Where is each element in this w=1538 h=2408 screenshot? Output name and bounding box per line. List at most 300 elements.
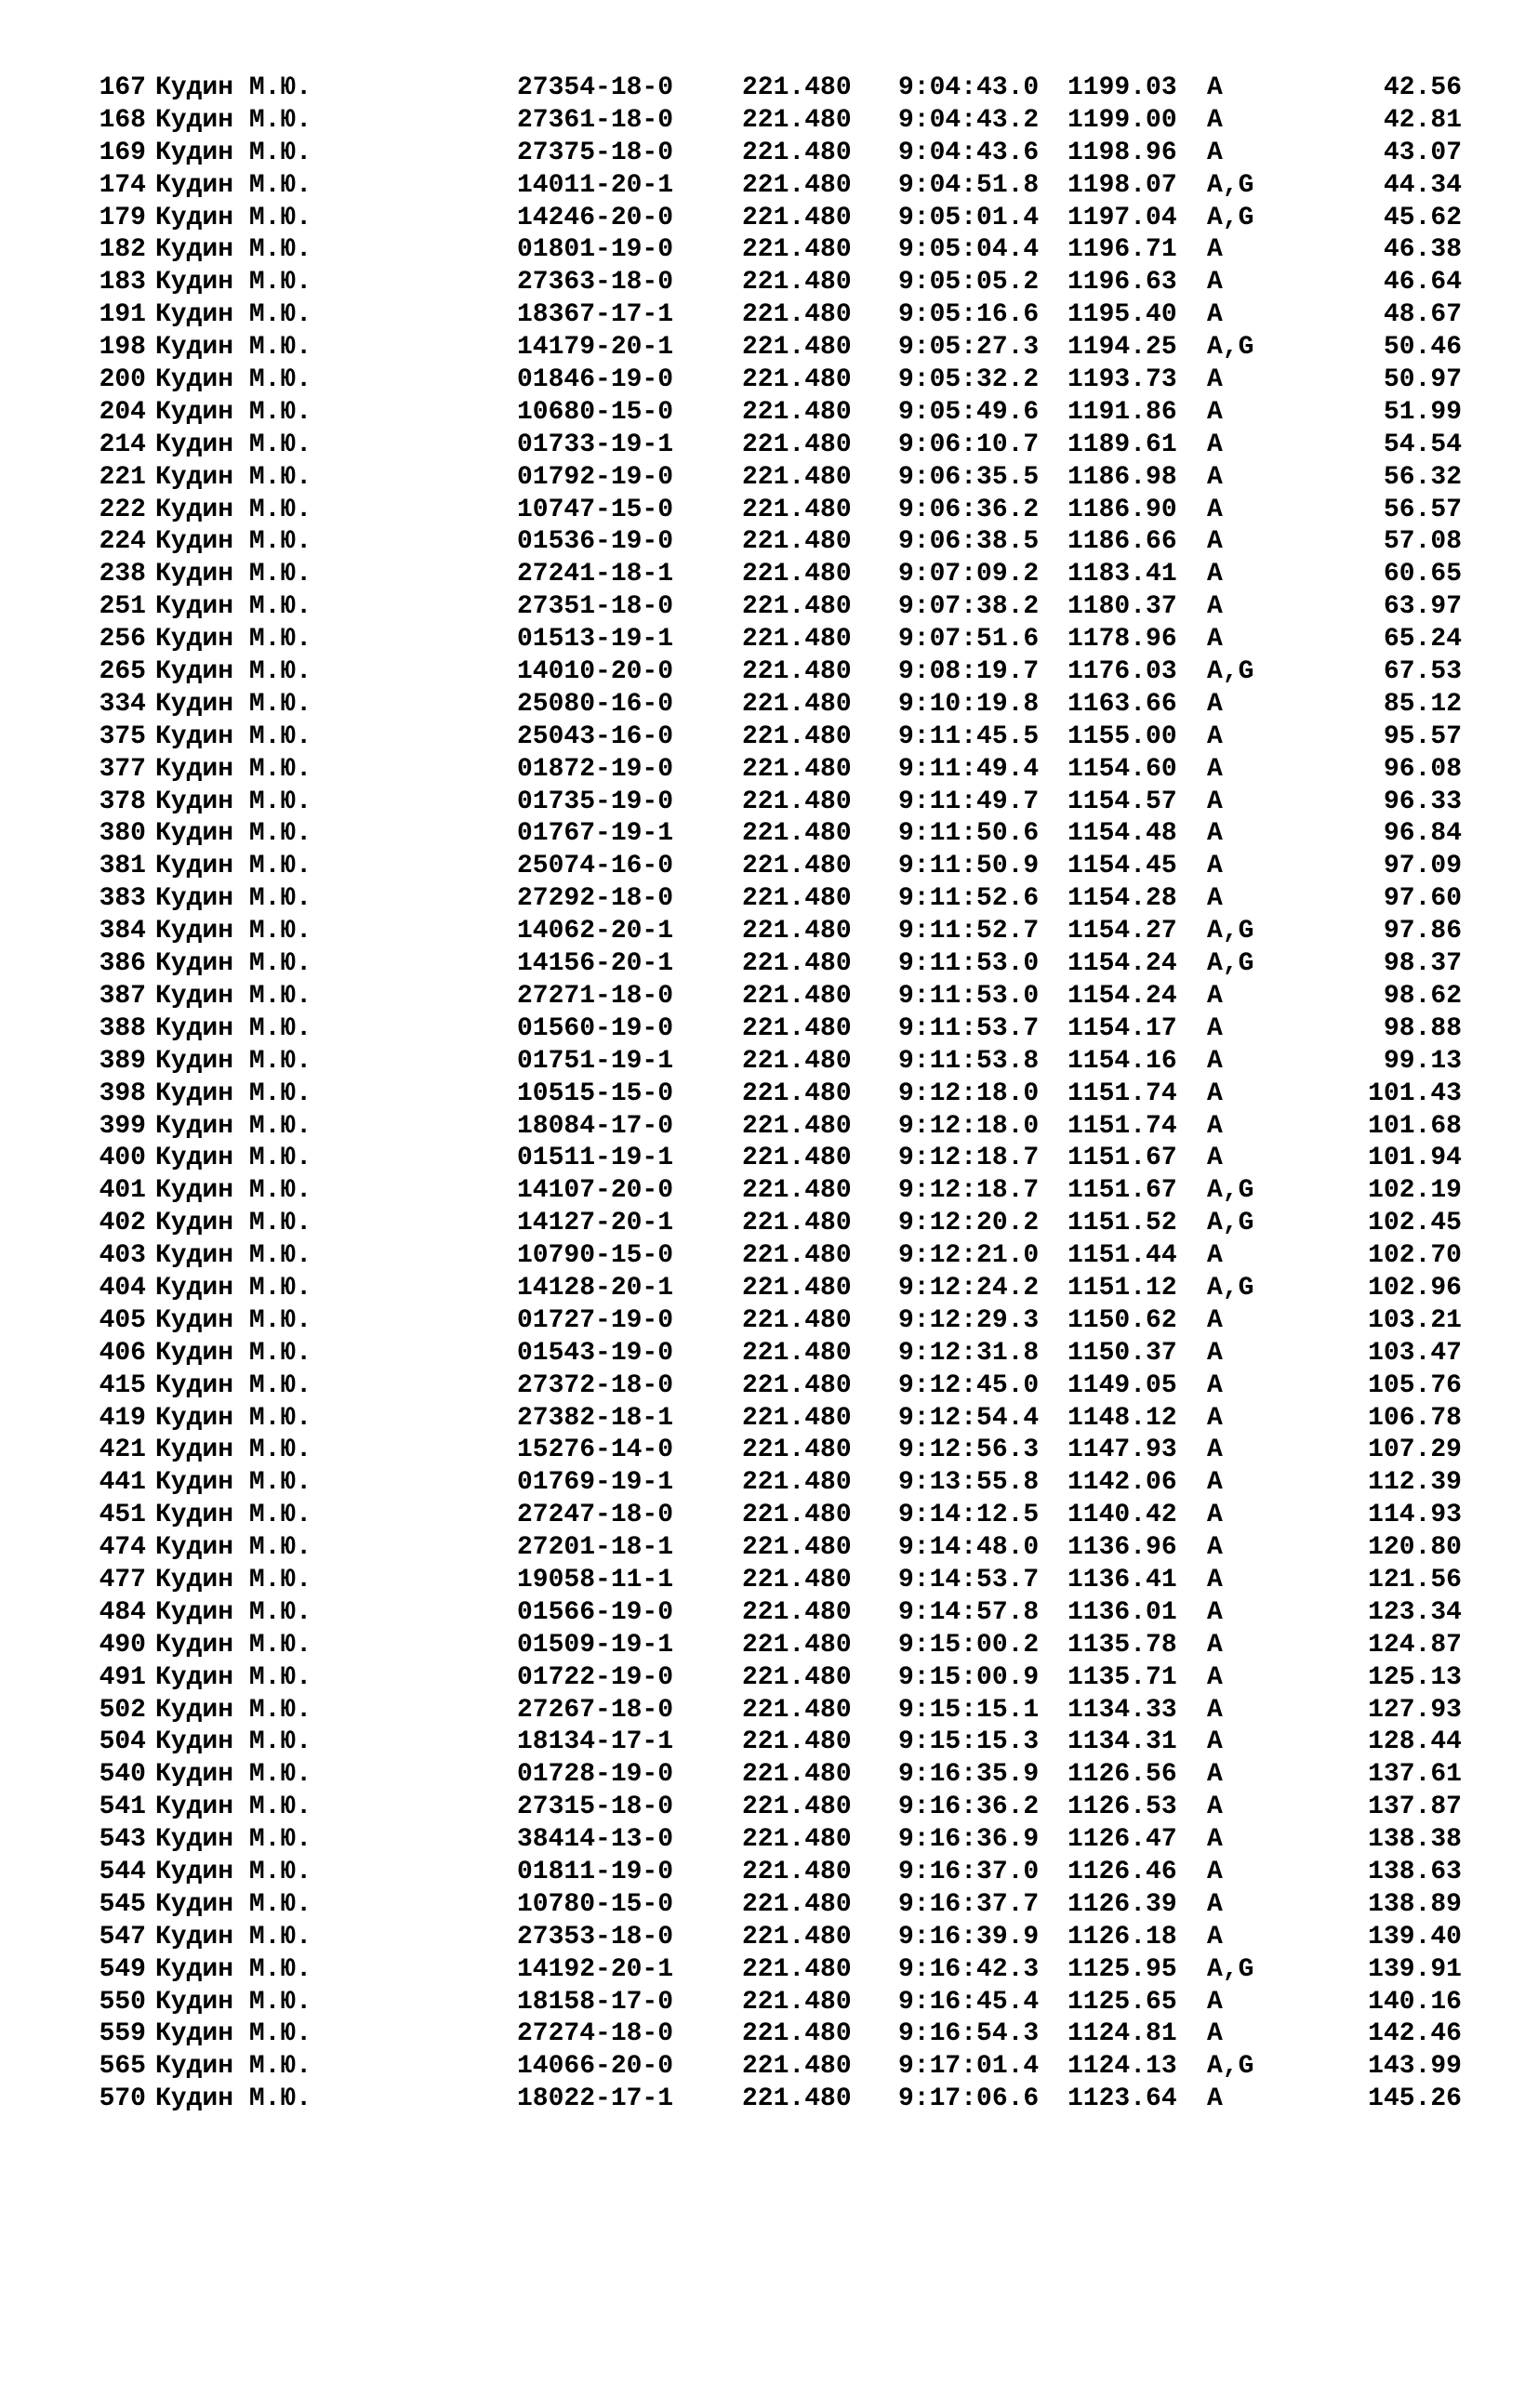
results-table [0, 73, 1538, 2116]
table-row [0, 1338, 1538, 1370]
distance-cell: 221.480 [742, 1793, 852, 1822]
ring-number-cell: 10780-15-0 [517, 1889, 674, 1919]
coefficient-cell: 42.56 [1383, 73, 1462, 102]
flag-cell: A [1207, 462, 1223, 492]
coefficient-cell: 140.16 [1368, 1987, 1462, 2017]
ring-number-cell: 01735-19-0 [517, 787, 674, 816]
flag-cell: A [1207, 1436, 1223, 1465]
ring-number-cell: 01792-19-0 [517, 462, 674, 492]
distance-cell: 221.480 [742, 1954, 852, 1984]
distance-cell: 221.480 [742, 852, 852, 881]
speed-cell: 1154.24 [1067, 949, 1177, 979]
arrival-time-cell: 9:12:56.3 [898, 1436, 1040, 1465]
rank-cell: 384 [99, 917, 146, 946]
rank-cell: 484 [99, 1597, 146, 1627]
owner-name-cell: Кудин М.Ю. [155, 657, 312, 687]
speed-cell: 1136.41 [1067, 1565, 1177, 1594]
rank-cell: 559 [99, 2019, 146, 2049]
coefficient-cell: 143.99 [1368, 2052, 1462, 2082]
distance-cell: 221.480 [742, 203, 852, 232]
distance-cell: 221.480 [742, 1533, 852, 1563]
owner-name-cell: Кудин М.Ю. [155, 1695, 312, 1725]
distance-cell: 221.480 [742, 300, 852, 330]
distance-cell: 221.480 [742, 138, 852, 167]
table-row [0, 1240, 1538, 1273]
distance-cell: 221.480 [742, 1111, 852, 1141]
speed-cell: 1154.17 [1067, 1013, 1177, 1043]
rank-cell: 383 [99, 884, 146, 914]
owner-name-cell: Кудин М.Ю. [155, 1662, 312, 1692]
flag-cell: A [1207, 300, 1223, 330]
distance-cell: 221.480 [742, 1987, 852, 2017]
speed-cell: 1123.64 [1067, 2084, 1177, 2114]
flag-cell: A [1207, 1825, 1223, 1855]
arrival-time-cell: 9:12:18.7 [898, 1144, 1040, 1173]
flag-cell: A [1207, 365, 1223, 395]
ring-number-cell: 25080-16-0 [517, 689, 674, 719]
speed-cell: 1148.12 [1067, 1403, 1177, 1433]
owner-name-cell: Кудин М.Ю. [155, 981, 312, 1011]
arrival-time-cell: 9:12:18.7 [898, 1176, 1040, 1206]
speed-cell: 1176.03 [1067, 657, 1177, 687]
table-row [0, 1792, 1538, 1824]
coefficient-cell: 43.07 [1383, 138, 1462, 167]
flag-cell: A [1207, 1889, 1223, 1919]
coefficient-cell: 96.08 [1383, 754, 1462, 784]
table-row [0, 559, 1538, 591]
rank-cell: 400 [99, 1144, 146, 1173]
arrival-time-cell: 9:14:48.0 [898, 1533, 1040, 1563]
ring-number-cell: 19058-11-1 [517, 1565, 674, 1594]
owner-name-cell: Кудин М.Ю. [155, 1144, 312, 1173]
flag-cell: A,G [1207, 203, 1254, 232]
table-row [0, 851, 1538, 883]
table-row [0, 656, 1538, 689]
rank-cell: 221 [99, 462, 146, 492]
arrival-time-cell: 9:11:53.7 [898, 1013, 1040, 1043]
distance-cell: 221.480 [742, 1209, 852, 1238]
arrival-time-cell: 9:16:42.3 [898, 1954, 1040, 1984]
arrival-time-cell: 9:16:37.0 [898, 1857, 1040, 1886]
distance-cell: 221.480 [742, 1922, 852, 1952]
distance-cell: 221.480 [742, 1436, 852, 1465]
coefficient-cell: 50.46 [1383, 333, 1462, 363]
distance-cell: 221.480 [742, 819, 852, 849]
table-row [0, 787, 1538, 819]
ring-number-cell: 10747-15-0 [517, 495, 674, 524]
coefficient-cell: 102.70 [1368, 1241, 1462, 1271]
flag-cell: A,G [1207, 1176, 1254, 1206]
ring-number-cell: 14062-20-1 [517, 917, 674, 946]
speed-cell: 1150.62 [1067, 1305, 1177, 1335]
distance-cell: 221.480 [742, 2019, 852, 2049]
ring-number-cell: 14127-20-1 [517, 1209, 674, 1238]
coefficient-cell: 103.21 [1368, 1305, 1462, 1335]
speed-cell: 1195.40 [1067, 300, 1177, 330]
distance-cell: 221.480 [742, 1370, 852, 1400]
coefficient-cell: 114.93 [1368, 1501, 1462, 1530]
flag-cell: A [1207, 1727, 1223, 1757]
table-row [0, 1403, 1538, 1436]
owner-name-cell: Кудин М.Ю. [155, 1078, 312, 1108]
arrival-time-cell: 9:12:29.3 [898, 1305, 1040, 1335]
ring-number-cell: 01733-19-1 [517, 430, 674, 459]
distance-cell: 221.480 [742, 527, 852, 557]
owner-name-cell: Кудин М.Ю. [155, 527, 312, 557]
owner-name-cell: Кудин М.Ю. [155, 1954, 312, 1984]
rank-cell: 549 [99, 1954, 146, 1984]
owner-name-cell: Кудин М.Ю. [155, 1046, 312, 1076]
owner-name-cell: Кудин М.Ю. [155, 1825, 312, 1855]
coefficient-cell: 56.57 [1383, 495, 1462, 524]
speed-cell: 1151.74 [1067, 1078, 1177, 1108]
arrival-time-cell: 9:16:37.7 [898, 1889, 1040, 1919]
table-row [0, 754, 1538, 787]
owner-name-cell: Кудин М.Ю. [155, 1013, 312, 1043]
ring-number-cell: 01767-19-1 [517, 819, 674, 849]
arrival-time-cell: 9:16:36.9 [898, 1825, 1040, 1855]
distance-cell: 221.480 [742, 1501, 852, 1530]
flag-cell: A,G [1207, 1273, 1254, 1303]
distance-cell: 221.480 [742, 884, 852, 914]
distance-cell: 221.480 [742, 1273, 852, 1303]
speed-cell: 1124.13 [1067, 2052, 1177, 2082]
owner-name-cell: Кудин М.Ю. [155, 462, 312, 492]
flag-cell: A [1207, 689, 1223, 719]
distance-cell: 221.480 [742, 365, 852, 395]
owner-name-cell: Кудин М.Ю. [155, 2084, 312, 2114]
ring-number-cell: 01728-19-0 [517, 1760, 674, 1790]
coefficient-cell: 65.24 [1383, 625, 1462, 655]
distance-cell: 221.480 [742, 235, 852, 265]
arrival-time-cell: 9:14:57.8 [898, 1597, 1040, 1627]
rank-cell: 377 [99, 754, 146, 784]
owner-name-cell: Кудин М.Ю. [155, 884, 312, 914]
coefficient-cell: 96.33 [1383, 787, 1462, 816]
flag-cell: A [1207, 1013, 1223, 1043]
flag-cell: A [1207, 1533, 1223, 1563]
speed-cell: 1126.56 [1067, 1760, 1177, 1790]
table-row [0, 495, 1538, 527]
table-row [0, 1370, 1538, 1403]
rank-cell: 490 [99, 1630, 146, 1660]
owner-name-cell: Кудин М.Ю. [155, 1436, 312, 1465]
ring-number-cell: 27361-18-0 [517, 105, 674, 135]
rank-cell: 214 [99, 430, 146, 459]
rank-cell: 179 [99, 203, 146, 232]
owner-name-cell: Кудин М.Ю. [155, 1889, 312, 1919]
ring-number-cell: 27372-18-0 [517, 1370, 674, 1400]
ring-number-cell: 01769-19-1 [517, 1468, 674, 1498]
ring-number-cell: 01846-19-0 [517, 365, 674, 395]
table-row [0, 2084, 1538, 2116]
distance-cell: 221.480 [742, 73, 852, 102]
speed-cell: 1124.81 [1067, 2019, 1177, 2049]
coefficient-cell: 103.47 [1368, 1338, 1462, 1368]
flag-cell: A [1207, 1501, 1223, 1530]
table-row [0, 1922, 1538, 1954]
owner-name-cell: Кудин М.Ю. [155, 365, 312, 395]
rank-cell: 419 [99, 1403, 146, 1433]
ring-number-cell: 27354-18-0 [517, 73, 674, 102]
coefficient-cell: 102.96 [1368, 1273, 1462, 1303]
distance-cell: 221.480 [742, 2084, 852, 2114]
coefficient-cell: 96.84 [1383, 819, 1462, 849]
speed-cell: 1186.90 [1067, 495, 1177, 524]
distance-cell: 221.480 [742, 657, 852, 687]
flag-cell: A [1207, 1857, 1223, 1886]
rank-cell: 381 [99, 852, 146, 881]
speed-cell: 1125.65 [1067, 1987, 1177, 2017]
arrival-time-cell: 9:16:45.4 [898, 1987, 1040, 2017]
flag-cell: A [1207, 1078, 1223, 1108]
coefficient-cell: 101.94 [1368, 1144, 1462, 1173]
arrival-time-cell: 9:05:04.4 [898, 235, 1040, 265]
owner-name-cell: Кудин М.Ю. [155, 1533, 312, 1563]
ring-number-cell: 14011-20-1 [517, 170, 674, 200]
owner-name-cell: Кудин М.Ю. [155, 138, 312, 167]
ring-number-cell: 18367-17-1 [517, 300, 674, 330]
arrival-time-cell: 9:12:21.0 [898, 1241, 1040, 1271]
rank-cell: 565 [99, 2052, 146, 2082]
speed-cell: 1189.61 [1067, 430, 1177, 459]
arrival-time-cell: 9:04:43.0 [898, 73, 1040, 102]
arrival-time-cell: 9:16:54.3 [898, 2019, 1040, 2049]
rank-cell: 406 [99, 1338, 146, 1368]
coefficient-cell: 46.64 [1383, 268, 1462, 298]
arrival-time-cell: 9:11:45.5 [898, 721, 1040, 751]
coefficient-cell: 120.80 [1368, 1533, 1462, 1563]
distance-cell: 221.480 [742, 917, 852, 946]
flag-cell: A,G [1207, 657, 1254, 687]
ring-number-cell: 27201-18-1 [517, 1533, 674, 1563]
ring-number-cell: 27292-18-0 [517, 884, 674, 914]
speed-cell: 1126.53 [1067, 1793, 1177, 1822]
coefficient-cell: 124.87 [1368, 1630, 1462, 1660]
owner-name-cell: Кудин М.Ю. [155, 203, 312, 232]
ring-number-cell: 25043-16-0 [517, 721, 674, 751]
flag-cell: A [1207, 105, 1223, 135]
ring-number-cell: 38414-13-0 [517, 1825, 674, 1855]
arrival-time-cell: 9:05:32.2 [898, 365, 1040, 395]
table-row [0, 1175, 1538, 1208]
rank-cell: 334 [99, 689, 146, 719]
rank-cell: 402 [99, 1209, 146, 1238]
speed-cell: 1199.00 [1067, 105, 1177, 135]
owner-name-cell: Кудин М.Ю. [155, 333, 312, 363]
flag-cell: A [1207, 1695, 1223, 1725]
ring-number-cell: 14192-20-1 [517, 1954, 674, 1984]
flag-cell: A [1207, 852, 1223, 881]
table-row [0, 1046, 1538, 1078]
table-row [0, 138, 1538, 170]
ring-number-cell: 01511-19-1 [517, 1144, 674, 1173]
flag-cell: A,G [1207, 1954, 1254, 1984]
speed-cell: 1154.45 [1067, 852, 1177, 881]
table-row [0, 1435, 1538, 1467]
owner-name-cell: Кудин М.Ю. [155, 949, 312, 979]
arrival-time-cell: 9:16:36.2 [898, 1793, 1040, 1822]
ring-number-cell: 01727-19-0 [517, 1305, 674, 1335]
owner-name-cell: Кудин М.Ю. [155, 1468, 312, 1498]
table-row [0, 1500, 1538, 1532]
coefficient-cell: 97.60 [1383, 884, 1462, 914]
speed-cell: 1151.67 [1067, 1144, 1177, 1173]
owner-name-cell: Кудин М.Ю. [155, 1111, 312, 1141]
coefficient-cell: 128.44 [1368, 1727, 1462, 1757]
speed-cell: 1154.16 [1067, 1046, 1177, 1076]
distance-cell: 221.480 [742, 1857, 852, 1886]
table-row [0, 397, 1538, 430]
arrival-time-cell: 9:14:53.7 [898, 1565, 1040, 1594]
speed-cell: 1126.47 [1067, 1825, 1177, 1855]
owner-name-cell: Кудин М.Ю. [155, 1565, 312, 1594]
speed-cell: 1197.04 [1067, 203, 1177, 232]
ring-number-cell: 01566-19-0 [517, 1597, 674, 1627]
flag-cell: A [1207, 560, 1223, 589]
owner-name-cell: Кудин М.Ю. [155, 268, 312, 298]
coefficient-cell: 98.37 [1383, 949, 1462, 979]
coefficient-cell: 138.89 [1368, 1889, 1462, 1919]
table-row [0, 1662, 1538, 1695]
arrival-time-cell: 9:08:19.7 [898, 657, 1040, 687]
distance-cell: 221.480 [742, 268, 852, 298]
speed-cell: 1155.00 [1067, 721, 1177, 751]
flag-cell: A [1207, 1370, 1223, 1400]
ring-number-cell: 27241-18-1 [517, 560, 674, 589]
coefficient-cell: 57.08 [1383, 527, 1462, 557]
distance-cell: 221.480 [742, 397, 852, 427]
rank-cell: 380 [99, 819, 146, 849]
owner-name-cell: Кудин М.Ю. [155, 754, 312, 784]
distance-cell: 221.480 [742, 1338, 852, 1368]
rank-cell: 570 [99, 2084, 146, 2114]
rank-cell: 387 [99, 981, 146, 1011]
distance-cell: 221.480 [742, 592, 852, 622]
ring-number-cell: 14010-20-0 [517, 657, 674, 687]
rank-cell: 547 [99, 1922, 146, 1952]
ring-number-cell: 10790-15-0 [517, 1241, 674, 1271]
arrival-time-cell: 9:12:31.8 [898, 1338, 1040, 1368]
owner-name-cell: Кудин М.Ю. [155, 1370, 312, 1400]
speed-cell: 1126.46 [1067, 1857, 1177, 1886]
table-row [0, 948, 1538, 981]
ring-number-cell: 01751-19-1 [517, 1046, 674, 1076]
coefficient-cell: 42.81 [1383, 105, 1462, 135]
arrival-time-cell: 9:06:10.7 [898, 430, 1040, 459]
flag-cell: A [1207, 1144, 1223, 1173]
speed-cell: 1198.96 [1067, 138, 1177, 167]
owner-name-cell: Кудин М.Ю. [155, 105, 312, 135]
rank-cell: 451 [99, 1501, 146, 1530]
table-row [0, 332, 1538, 364]
ring-number-cell: 01722-19-0 [517, 1662, 674, 1692]
flag-cell: A [1207, 884, 1223, 914]
table-row [0, 689, 1538, 721]
table-row [0, 1987, 1538, 2019]
ring-number-cell: 18158-17-0 [517, 1987, 674, 2017]
distance-cell: 221.480 [742, 787, 852, 816]
rank-cell: 238 [99, 560, 146, 589]
coefficient-cell: 85.12 [1383, 689, 1462, 719]
flag-cell: A [1207, 527, 1223, 557]
arrival-time-cell: 9:12:24.2 [898, 1273, 1040, 1303]
flag-cell: A [1207, 1046, 1223, 1076]
speed-cell: 1180.37 [1067, 592, 1177, 622]
arrival-time-cell: 9:07:38.2 [898, 592, 1040, 622]
flag-cell: A [1207, 1468, 1223, 1498]
table-row [0, 526, 1538, 559]
distance-cell: 221.480 [742, 1305, 852, 1335]
owner-name-cell: Кудин М.Ю. [155, 1305, 312, 1335]
flag-cell: A,G [1207, 170, 1254, 200]
rank-cell: 198 [99, 333, 146, 363]
speed-cell: 1154.27 [1067, 917, 1177, 946]
table-row [0, 105, 1538, 138]
coefficient-cell: 121.56 [1368, 1565, 1462, 1594]
arrival-time-cell: 9:05:05.2 [898, 268, 1040, 298]
table-row [0, 1630, 1538, 1662]
flag-cell: A [1207, 1338, 1223, 1368]
coefficient-cell: 60.65 [1383, 560, 1462, 589]
ring-number-cell: 01811-19-0 [517, 1857, 674, 1886]
rank-cell: 550 [99, 1987, 146, 2017]
speed-cell: 1135.78 [1067, 1630, 1177, 1660]
distance-cell: 221.480 [742, 1760, 852, 1790]
arrival-time-cell: 9:15:00.9 [898, 1662, 1040, 1692]
owner-name-cell: Кудин М.Ю. [155, 170, 312, 200]
coefficient-cell: 99.13 [1383, 1046, 1462, 1076]
owner-name-cell: Кудин М.Ю. [155, 1241, 312, 1271]
speed-cell: 1151.74 [1067, 1111, 1177, 1141]
owner-name-cell: Кудин М.Ю. [155, 592, 312, 622]
distance-cell: 221.480 [742, 625, 852, 655]
ring-number-cell: 27267-18-0 [517, 1695, 674, 1725]
coefficient-cell: 138.63 [1368, 1857, 1462, 1886]
coefficient-cell: 101.43 [1368, 1078, 1462, 1108]
coefficient-cell: 98.62 [1383, 981, 1462, 1011]
table-row [0, 462, 1538, 495]
flag-cell: A [1207, 235, 1223, 265]
owner-name-cell: Кудин М.Ю. [155, 1630, 312, 1660]
distance-cell: 221.480 [742, 1889, 852, 1919]
owner-name-cell: Кудин М.Ю. [155, 625, 312, 655]
distance-cell: 221.480 [742, 495, 852, 524]
speed-cell: 1154.48 [1067, 819, 1177, 849]
rank-cell: 398 [99, 1078, 146, 1108]
arrival-time-cell: 9:17:06.6 [898, 2084, 1040, 2114]
owner-name-cell: Кудин М.Ю. [155, 1597, 312, 1627]
distance-cell: 221.480 [742, 1825, 852, 1855]
table-row [0, 1143, 1538, 1175]
ring-number-cell: 18134-17-1 [517, 1727, 674, 1757]
flag-cell: A [1207, 592, 1223, 622]
speed-cell: 1142.06 [1067, 1468, 1177, 1498]
rank-cell: 200 [99, 365, 146, 395]
rank-cell: 421 [99, 1436, 146, 1465]
table-row [0, 267, 1538, 299]
arrival-time-cell: 9:12:20.2 [898, 1209, 1040, 1238]
speed-cell: 1154.28 [1067, 884, 1177, 914]
arrival-time-cell: 9:11:53.0 [898, 949, 1040, 979]
table-row [0, 299, 1538, 332]
speed-cell: 1186.66 [1067, 527, 1177, 557]
speed-cell: 1149.05 [1067, 1370, 1177, 1400]
distance-cell: 221.480 [742, 2052, 852, 2082]
coefficient-cell: 101.68 [1368, 1111, 1462, 1141]
flag-cell: A [1207, 819, 1223, 849]
ring-number-cell: 01872-19-0 [517, 754, 674, 784]
